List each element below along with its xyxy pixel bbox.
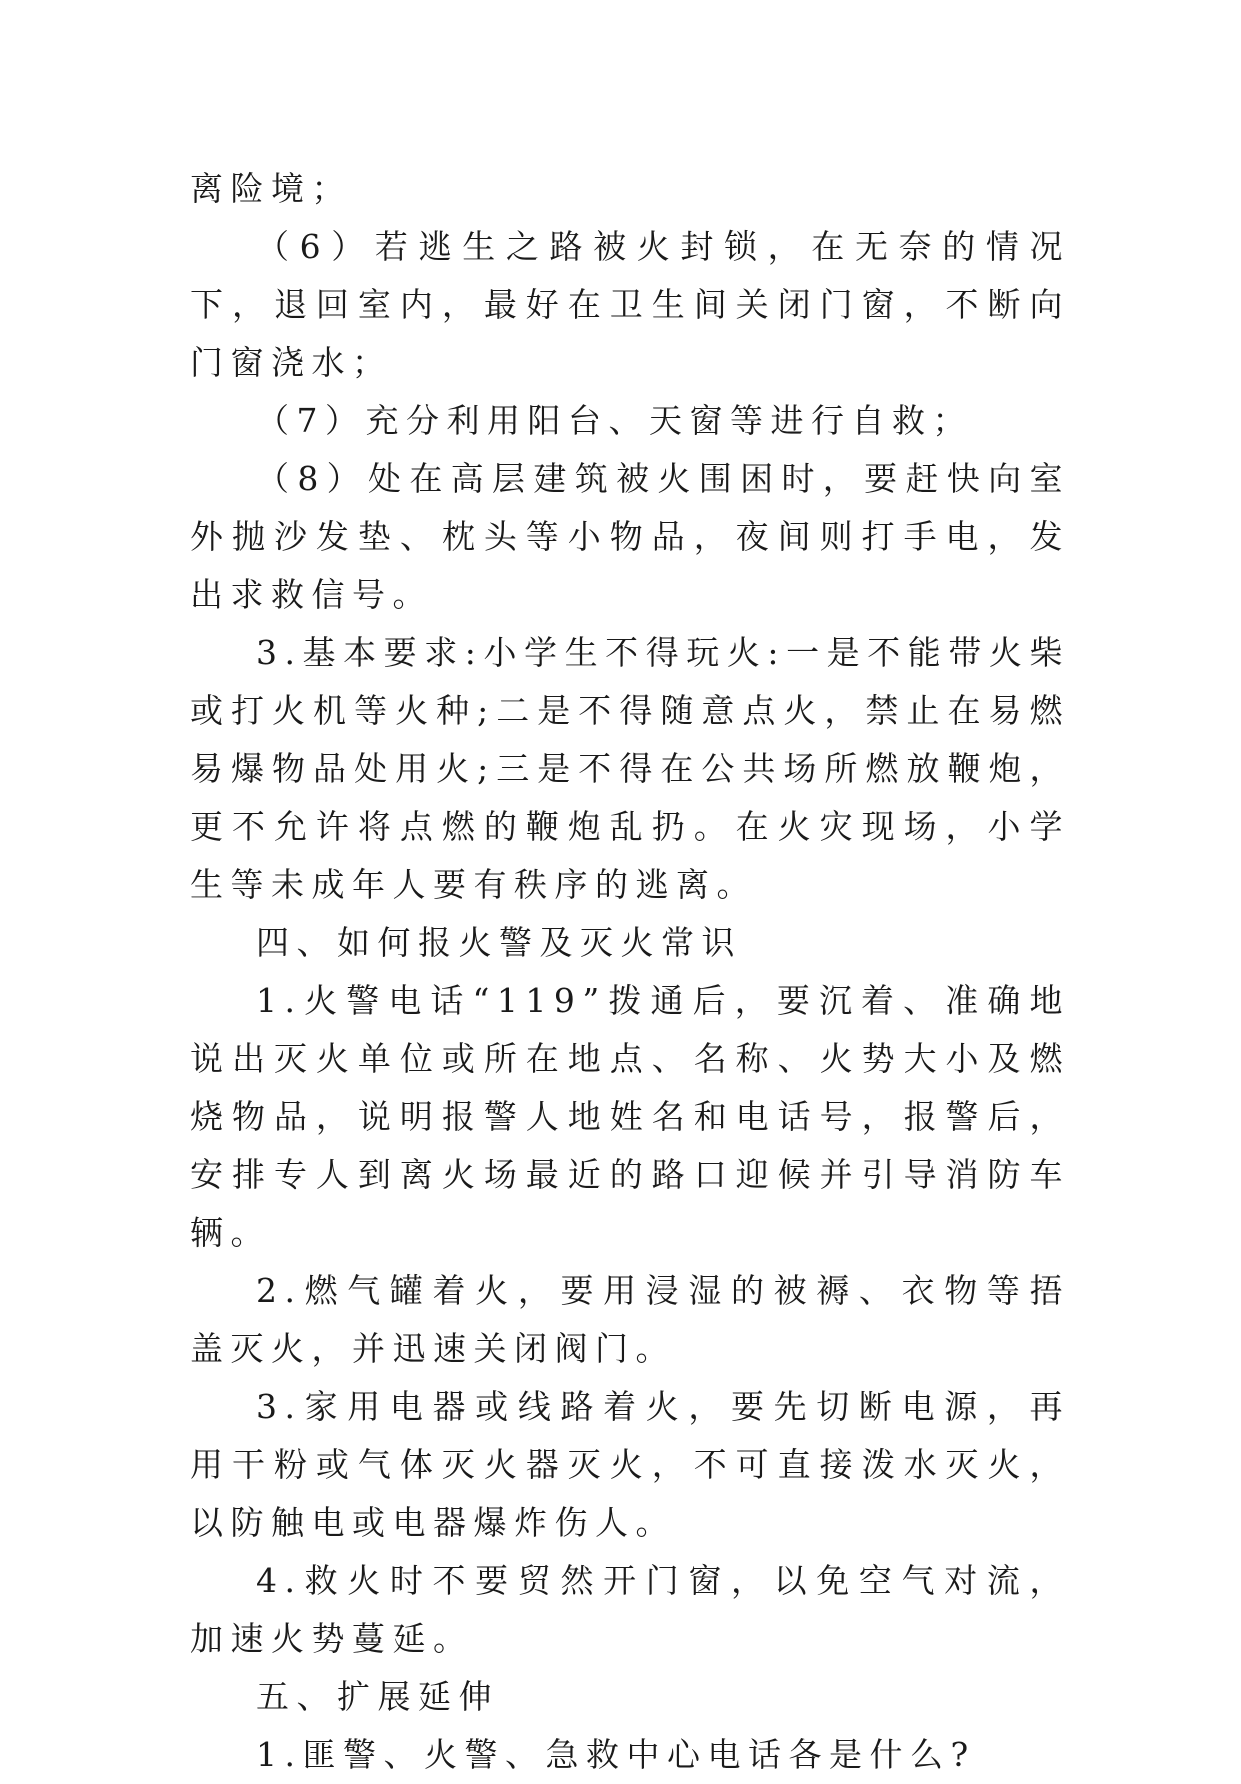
section-heading-five: 五、扩展延伸 [256,1677,499,1716]
paragraph-item-6: （6）若逃生之路被火封锁，在无奈的情况下，退回室内，最好在卫生间关闭门窗，不断向门窗浇水； [190,227,1070,382]
paragraph-windows: 4.救火时不要贸然开门窗，以免空气对流，加速火势蔓延。 [190,1561,1070,1658]
document-body [190,160,1070,1784]
paragraph-gas-tank: 2.燃气罐着火，要用浸湿的被褥、衣物等捂盖灭火，并迅速关闭阀门。 [190,1271,1070,1368]
section-heading-four: 四、如何报火警及灭火常识 [256,923,742,962]
paragraph-item-8: （8）处在高层建筑被火围困时，要赶快向室外抛沙发垫、枕头等小物品，夜间则打手电，发出求救信号。 [190,459,1070,614]
paragraph-fire-call: 1.火警电话“119”拨通后，要沉着、准确地说出灭火单位或所在地点、名称、火势大小及燃烧物品，说明报警人地姓名和电话号，报警后，安排专人到离火场最近的路口迎候并引导消防车辆。 [190,981,1070,1252]
paragraph-appliance-fire: 3.家用电器或线路着火，要先切断电源，再用干粉或气体灭火器灭火，不可直接泼水灭火，以防触电或电器爆炸伤人。 [190,1387,1070,1542]
paragraph-question: 1.匪警、火警、急救中心电话各是什么? [256,1735,976,1774]
paragraph-item-7: （7）充分利用阳台、天窗等进行自救； [256,401,973,440]
paragraph-basic-requirements: 3.基本要求:小学生不得玩火:一是不能带火柴或打火机等火种;二是不得随意点火，禁止在易燃易爆物品处用火;三是不得在公共场所燃放鞭炮，更不允许将点燃的鞭炮乱扔。在火灾现场，小学生等未成年人要有秩序的逃离。 [190,633,1070,904]
paragraph-continuation: 离险境； [190,169,352,208]
